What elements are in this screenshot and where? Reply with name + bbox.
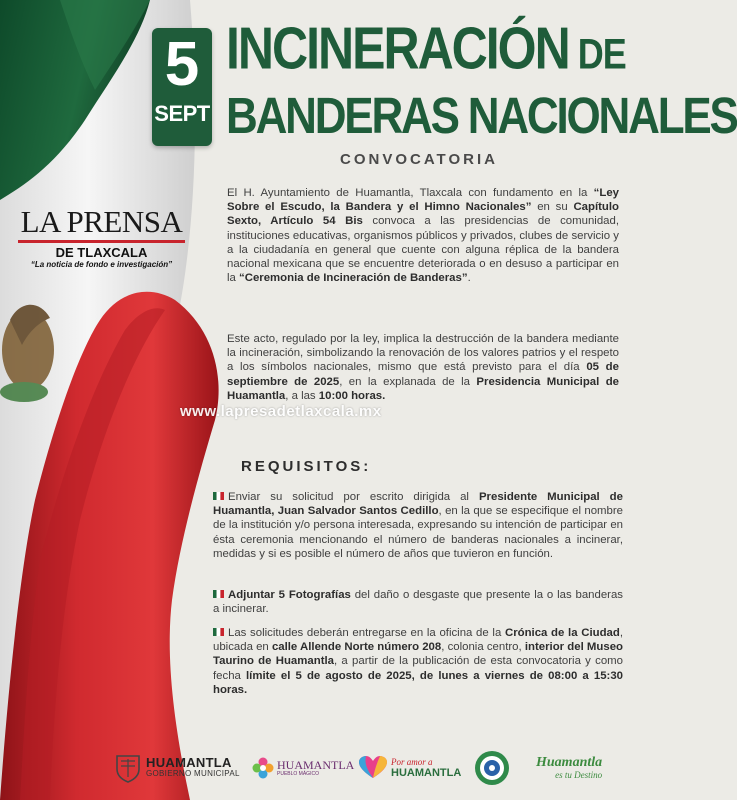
round-seal-logo <box>474 745 510 791</box>
por-amor-line2: HUAMANTLA <box>391 766 462 779</box>
huamantla-gobierno-logo <box>114 745 240 791</box>
footer-logos <box>0 745 640 795</box>
pueblo-magico-sub: PUEBLO MÁGICO <box>277 771 319 777</box>
law-name: “Ley Sobre el Escudo, la Bandera y el Himno Nacionales” <box>227 187 619 214</box>
addressee: Presidente Municipal de Huamantla, Juan Salvador Santos Cedillo <box>213 491 623 518</box>
text-run: El H. Ayuntamiento de Huamantla, Tlaxcala con fundamento en la <box>227 187 594 199</box>
requirement-item <box>213 626 623 697</box>
logo-tagline: “La noticia de fondo e investigación” <box>30 260 173 269</box>
text-run: Enviar su solicitud por escrito dirigida al <box>228 491 479 503</box>
text-run: . <box>467 272 471 285</box>
date-month: SEPT <box>154 101 210 126</box>
ceremony-name: “Ceremonia de Incineración de Banderas” <box>239 272 468 285</box>
la-prensa-logo <box>14 206 189 269</box>
text-run: , en la que se especifique el nombre de la institución y/o persona interesada, expresando su intención de participar en ésta ceremonia mencionando el número de banderas nacionales a incinerar, medidas y si es posible el número de años que tuvieron en función. <box>213 505 623 560</box>
text-run: en su <box>531 201 574 214</box>
text-run: del daño o desgaste que presente la o las banderas a incinerar. <box>213 589 623 616</box>
text-run: convoca a las presidencias de comunidad, instituciones educativas, organismos públicos y privados, clubes de servicio y a la ciudadanía en general que cuente con alguna réplica de la bandera nacional mexicana que se encuentre deteriorada o en desuso a participar en la <box>227 215 619 285</box>
logo-subtitle: DE TLAXCALA <box>55 245 148 260</box>
text-run: Las solicitudes deberán entregarse en la oficina de la <box>228 627 505 639</box>
flag-bullet-icon <box>213 590 224 598</box>
text-run: , colonia centro, <box>441 641 525 654</box>
destino-line2: es tu Destino <box>555 770 603 780</box>
logo-name: LA PRENSA <box>20 204 183 239</box>
huamantla-sub: GOBIERNO MUNICIPAL <box>146 769 240 778</box>
flag-bullet-icon <box>213 628 224 636</box>
text-run: , en la explanada de la <box>339 375 477 388</box>
article-ref: Capítulo Sexto, Artículo 54 Bis <box>227 201 620 228</box>
office-name: Crónica de la Ciudad <box>504 627 620 639</box>
destino-line1: Huamantla <box>536 755 603 770</box>
title-main: INCINERACIÓN <box>226 15 569 82</box>
flower-icon <box>252 757 274 779</box>
text-run: Este acto, regulado por la ley, implica la destrucción de la bandera mediante la incineración, simbolizando la renovación de los valores patrios y el respeto a los símbolos nacionales, mismo que está previsto para el día <box>227 333 619 374</box>
municipal-crest-icon <box>114 753 142 783</box>
event-time: 10:00 horas. <box>318 389 386 402</box>
watermark: www.lapresadetlaxcala.mx <box>180 403 382 420</box>
pueblo-magico-name: HUAMANTLA <box>277 758 355 772</box>
date-day: 5 <box>164 30 200 99</box>
heart-icon <box>358 756 388 780</box>
por-amor-line1: Por amor a <box>391 756 433 767</box>
por-amor-logo <box>358 745 461 791</box>
text-run: , a las <box>285 389 319 402</box>
logo-divider <box>18 240 185 243</box>
pueblo-magico-logo <box>252 745 354 791</box>
event-paragraph <box>227 332 619 403</box>
destino-logo <box>536 745 602 791</box>
photos-requirement: Adjuntar 5 Fotografías <box>228 589 351 601</box>
huamantla-name: HUAMANTLA <box>146 755 232 770</box>
page-title-line2: BANDERAS NACIONALES <box>226 88 737 145</box>
requirements-heading: REQUISITOS: <box>241 458 372 475</box>
subtitle: CONVOCATORIA <box>340 151 498 168</box>
date-badge <box>152 28 212 146</box>
text-run: , a partir de la publicación de esta convocatoria y como fecha <box>213 655 623 682</box>
deadline: límite el 5 de agosto de 2025, de lunes a viernes de 08:00 a 15:30 horas. <box>213 669 624 696</box>
text-run: , ubicada en <box>213 627 623 654</box>
title-de: DE <box>568 29 626 78</box>
address: calle Allende Norte número 208 <box>271 641 442 654</box>
museum-location: interior del Museo Taurino de Huamantla <box>213 641 623 668</box>
page-title-line1 <box>226 14 636 82</box>
seal-icon <box>474 750 510 786</box>
event-date: 05 de septiembre de 2025 <box>227 361 619 388</box>
requirement-item <box>213 588 623 616</box>
flag-bullet-icon <box>213 492 224 500</box>
event-location: Presidencia Municipal de Huamantla <box>227 375 619 402</box>
requirement-item <box>213 490 623 561</box>
intro-paragraph <box>227 186 619 285</box>
